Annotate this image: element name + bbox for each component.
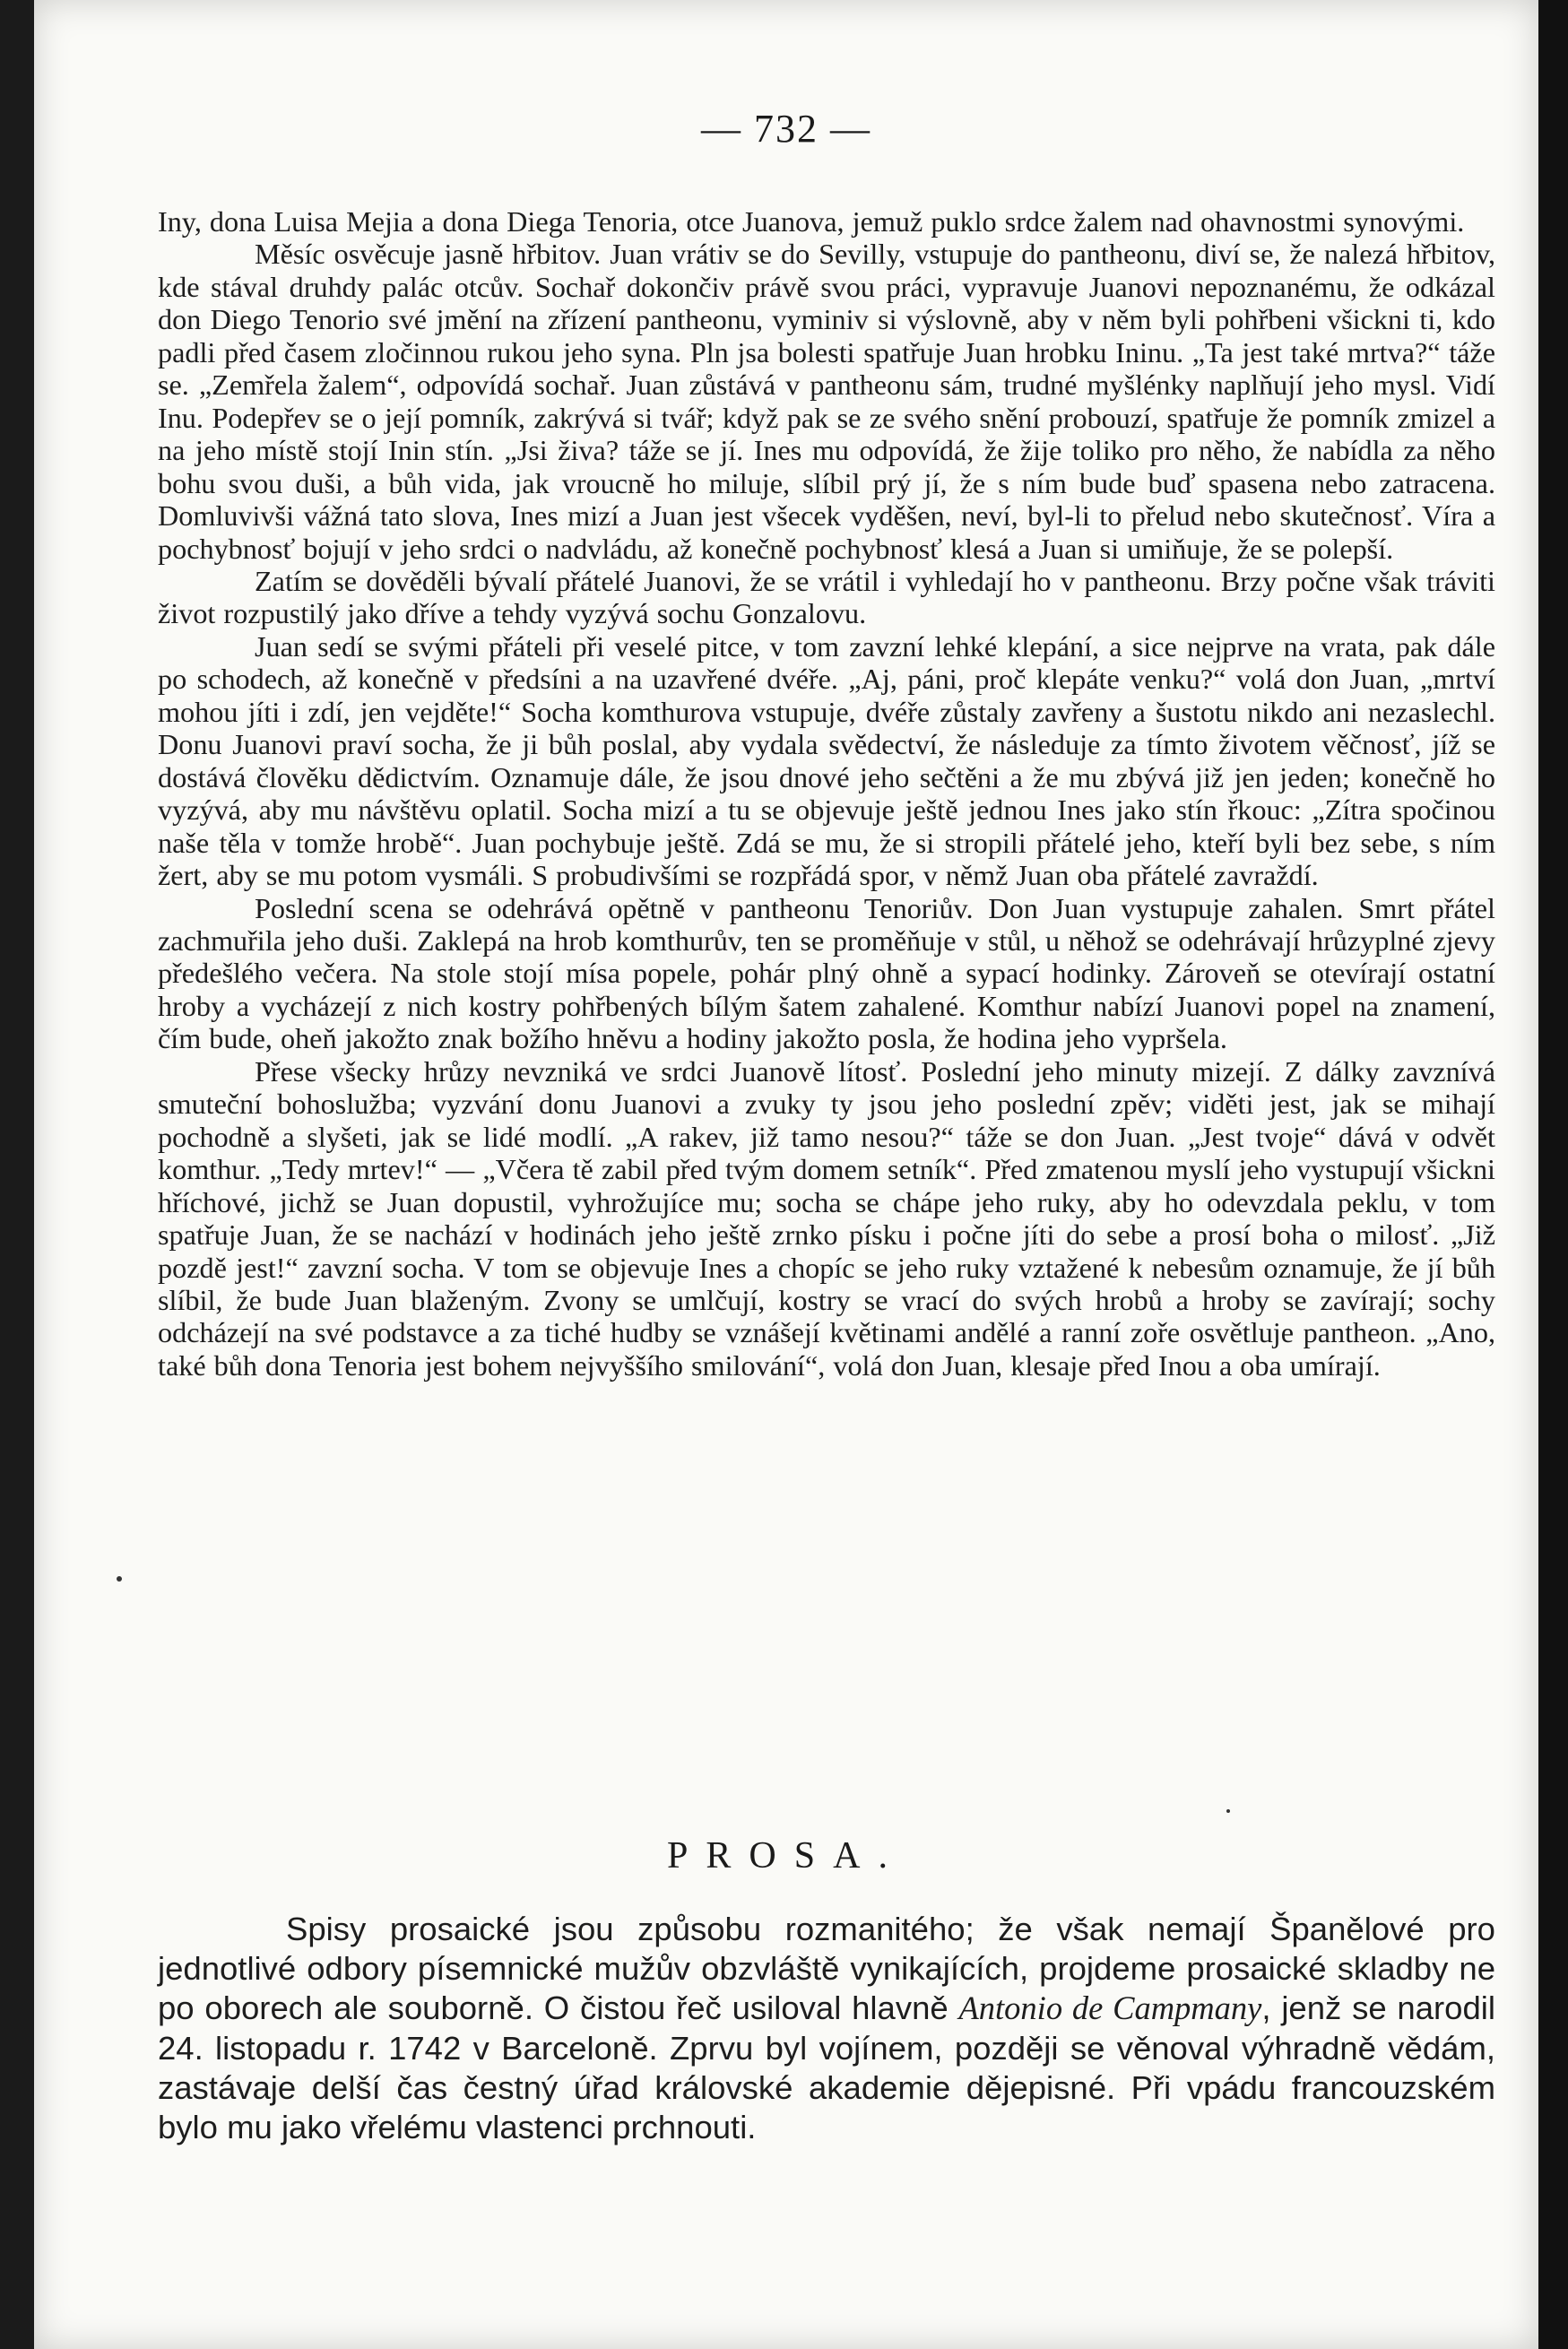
paragraph: Juan sedí se svými přáteli při veselé pitce, v tom zavzní lehké klepání, a sice nejprve na vrata, pak dále po schodech, až konečně v předsíni a na uzavřené dvéře. „Aj, páni, proč klepáte venku?“ volá don Juan, „mrtví mohou jíti i zdí, jen vejděte!“ Socha komthurova vstupuje, dvéře zůstaly zavřeny a šustotu nikdo ani nezaslechl. Donu Juanovi praví socha, že ji bůh poslal, aby vydala svědectví, že následuje za tímto životem věčnosť, jíž se dostává člověku dědictvím. Oznamuje dále, že jsou dnové jeho sečtěni a že mu zbývá již jen jeden; konečně ho vyzývá, aby mu návštěvu oplatil. Socha mizí a tu se objevuje ještě jednou Ines jako stín řkouc: „Zítra spočinou naše těla v tomže hrobě“. Juan pochybuje ještě. Zdá se mu, že si stropili přátelé jeho, kteří byli bez sebe, s ním žert, aby se mu potom vysmáli. S probudivšími se rozpřádá spor, v němž Juan oba přátelé zavraždí.: [158, 629, 1495, 892]
paragraph: Iny, dona Luisa Mejia a dona Diega Tenoria, otce Juanova, jemuž puklo srdce žalem nad ohavnostmi synovými.: [158, 205, 1465, 238]
paragraph: Zatím se dověděli bývalí přátelé Juanovi, že se vrátil i vyhledají ho v pantheonu. Brzy počne však tráviti život rozpustilý jako dříve a tehdy vyzývá sochu Gonzalovu.: [158, 564, 1495, 630]
section-heading: PROSA.: [667, 1835, 905, 1877]
prose-paragraph: [158, 1910, 1495, 2147]
page-number: — 732 —: [701, 107, 871, 151]
print-speck: [1226, 1809, 1230, 1813]
paragraph: Měsíc osvěcuje jasně hřbitov. Juan vrátiv se do Sevilly, vstupuje do pantheonu, diví se, že nalezá hřbitov, kde stával druhdy palác otcův. Sochař dokončiv právě svou práci, vypravuje Juanovi nepoznanému, že odkázal don Diego Tenorio své jmění na zřízení pantheonu, vyminiv si výslovně, aby v něm byli pohřbeni všickni ti, kdo padli před časem zločinnou rukou jeho syna. Pln jsa bolesti spatřuje Juan hrobku Ininu. „Ta jest také mrtva?“ táže se. „Zemřela žalem“, odpovídá sochař. Juan zůstává v pantheonu sám, trudné myšlénky naplňují jeho mysl. Vidí Inu. Podepřev se o její pomník, zakrývá si tvář; když pak se ze svého snění probouzí, spatřuje že pomník zmizel a na jeho místě stojí Inin stín. „Jsi živa? táže se jí. Ines mu odpovídá, že žije toliko pro něho, že nabídla za něho bohu svou duši, a bůh vida, jak vroucně ho miluje, slíbil prý jí, že s ním bude buď spasena nebo zatracena. Domluvivši vážná tato slova, Ines mizí a Juan jest všecek vyděšen, neví, byl-li to přelud nebo skutečnosť. Víra a pochybnosť bojují v jeho srdci o nadvládu, až konečně pochybnosť klesá a Juan si umiňuje, že se polepší.: [158, 238, 1495, 565]
paragraph: Přese všecky hrůzy nevzniká ve srdci Juanově lítosť. Poslední jeho minuty mizejí. Z dálky zavznívá smuteční bohoslužba; vyzvání donu Juanovi a zvuky ty jsou jeho poslední zpěv; viděti jest, jak se mihají pochodně a slyšeti, jak se lidé modlí. „A rakev, již tamo nesou?“ táže se don Juan. „Jest tvoje“ dává v odvět komthur. „Tedy mrtev!“ — „Včera tě zabil před tvým domem setník“. Před zmatenou myslí jeho vystupují všickni hříchové, jichž se Juan dopustil, vyhrožujíce mu; socha se chápe jeho ruky, aby ho odevzdala peklu, v tom spatřuje Juan, že se nachází v hodinách jeho ještě zrnko písku i počne jíti do sebe a prosí boha o milosť. „Již pozdě jest!“ zavzní socha. V tom se objevuje Ines a chopíc se jeho ruky vztažené k nebesům oznamuje, že jí bůh slíbil, že bude Juan blaženým. Zvony se umlčují, kostry se vrací do svých hrobů a hroby se zavírají; sochy odcházejí na své podstavce a za tiché hudby se vznášejí květinami andělé a ranní zoře osvětluje pantheon. „Ano, také bůh dona Tenoria jest bohem nejvyššího smilování“, volá don Juan, klesaje před Inou a oba umírají.: [158, 1054, 1495, 1382]
scan-edge: [1538, 0, 1568, 2349]
author-name: Antonio de Campmany: [958, 1989, 1262, 2027]
prose-text-part: , jenž se narodil 24. listopadu r. 1742 v Barceloně. Zprvu byl vojínem, později se věnoval výhradně vědám, zastávaje delší čas čestný úřad královské akademie dějepisné. Při vpádu francouzském bylo mu jako vřelému vlastenci prchnouti.: [158, 1989, 1495, 2146]
prose-text-part: Spisy prosaické jsou způsobu rozmanitého; že však nemají Španělové pro jednotlivé odbory písemnické mužův obzvláště vynikajících, projdeme prosaické skladby ne po oborech ale souborně. O čistou řeč usiloval hlavně: [158, 1911, 1495, 2027]
paragraph: Poslední scena se odehrává opětně v pantheonu Tenoriův. Don Juan vystupuje zahalen. Smrt přátel zachmuřila jeho duši. Zaklepá na hrob komthurův, ten se proměňuje v stůl, u něhož se odehrávají hrůzyplné zjevy předešlého večera. Na stole stojí mísa popele, pohár plný ohně a sypací hodinky. Zároveň se otevírají ostatní hroby a vycházejí z nich kostry pohřbených bílým šatem zahalené. Komthur nabízí Juanovi popel na znamení, čím bude, oheň jakožto znak božího hněvu a hodiny jakožto posla, že hodina jeho vypršela.: [158, 891, 1495, 1055]
body-text: [158, 205, 1495, 1382]
print-speck: [117, 1576, 122, 1582]
book-page: [34, 0, 1538, 2349]
